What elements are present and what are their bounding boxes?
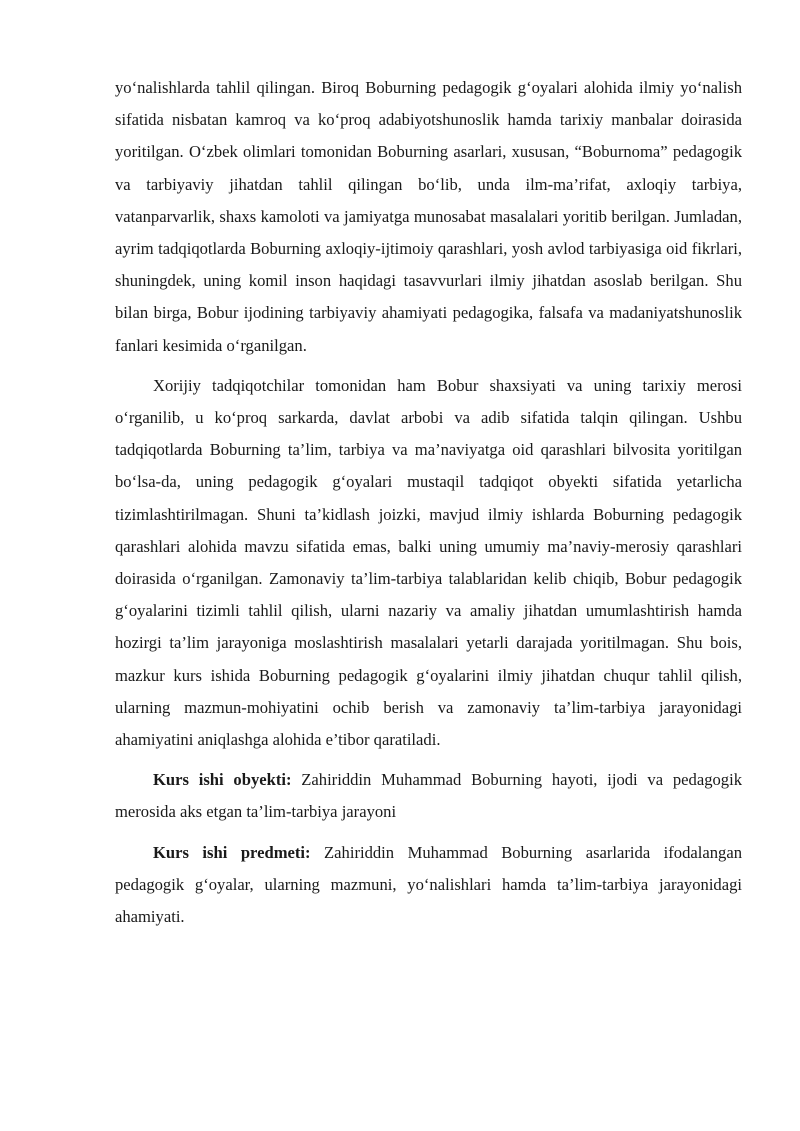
document-page [115,72,742,941]
paragraph-literature-review: yo‘nalishlarda tahlil qilingan. Biroq Boburning pedagogik g‘oyalari alohida ilmiy yo‘nalish sifatida nisbatan kamroq va ko‘proq adabiyotshunoslik hamda tarixiy manbalar doirasida yoritilgan. O‘zbek olimlari tomonidan Boburning asarlari, xususan, “Boburnoma” pedagogik va tarbiyaviy jihatdan tahlil qilingan bo‘lib, unda ilm-ma’rifat, axloqiy tarbiya, vatanparvarlik, shaxs kamoloti va jamiyatga munosabat masalalari yoritib berilgan. Jumladan, ayrim tadqiqotlarda Boburning axloqiy-ijtimoiy qarashlari, yosh avlod tarbiyasiga oid fikrlari, shuningdek, uning komil inson haqidagi tasavvurlari ilmiy jihatdan asoslab berilgan. Shu bilan birga, Bobur ijodining tarbiyaviy ahamiyati pedagogika, falsafa va madaniyatshunoslik fanlari kesimida o‘rganilgan. [115,78,742,355]
paragraph-foreign-research: Xorijiy tadqiqotchilar tomonidan ham Bobur shaxsiyati va uning tarixiy merosi o‘rganilib, u ko‘proq sarkarda, davlat arbobi va adib sifatida talqin qilingan. Ushbu tadqiqotlarda Boburning ta’lim, tarbiya va ma’naviyatga oid qarashlari bilvosita yoritilgan bo‘lsa-da, uning pedagogik g‘oyalari mustaqil tadqiqot obyekti sifatida yetarlicha tizimlashtirilmagan. Shuni ta’kidlash joizki, mavjud ilmiy ishlarda Boburning pedagogik qarashlari alohida mavzu sifatida emas, balki uning umumiy ma’naviy-merosiy qarashlari doirasida o‘rganilgan. Zamonaviy ta’lim-tarbiya talablaridan kelib chiqib, Bobur pedagogik g‘oyalarini tizimli tahlil qilish, ularni nazariy va amaliy jihatdan umumlashtirish hamda hozirgi ta’lim jarayoniga moslashtirish masalalari yetarli darajada yoritilmagan. Shu bois, mazkur kurs ishida Boburning pedagogik g‘oyalarini ilmiy jihatdan chuqur tahlil qilish, ularning mazmun-mohiyatini ochib berish va zamonaviy ta’lim-tarbiya jarayonidagi ahamiyatini aniqlashga alohida e’tibor qaratiladi. [115,375,742,750]
course-object-label: Kurs ishi obyekti: [153,770,292,790]
paragraph-course-object [115,764,742,828]
course-object-text: Zahiriddin Muhammad Boburning hayoti, ijodi va pedagogik merosida aks etgan ta’lim-tarbiya jarayoni [115,770,742,822]
course-subject-text: Zahiriddin Muhammad Boburning asarlarida ifodalangan pedagogik g‘oyalar, ularning mazmuni, yo‘nalishlari hamda ta’lim-tarbiya jarayonidagi ahamiyati. [115,842,742,927]
course-subject-label: Kurs ishi predmeti: [153,842,311,862]
paragraph-course-subject [115,837,742,934]
